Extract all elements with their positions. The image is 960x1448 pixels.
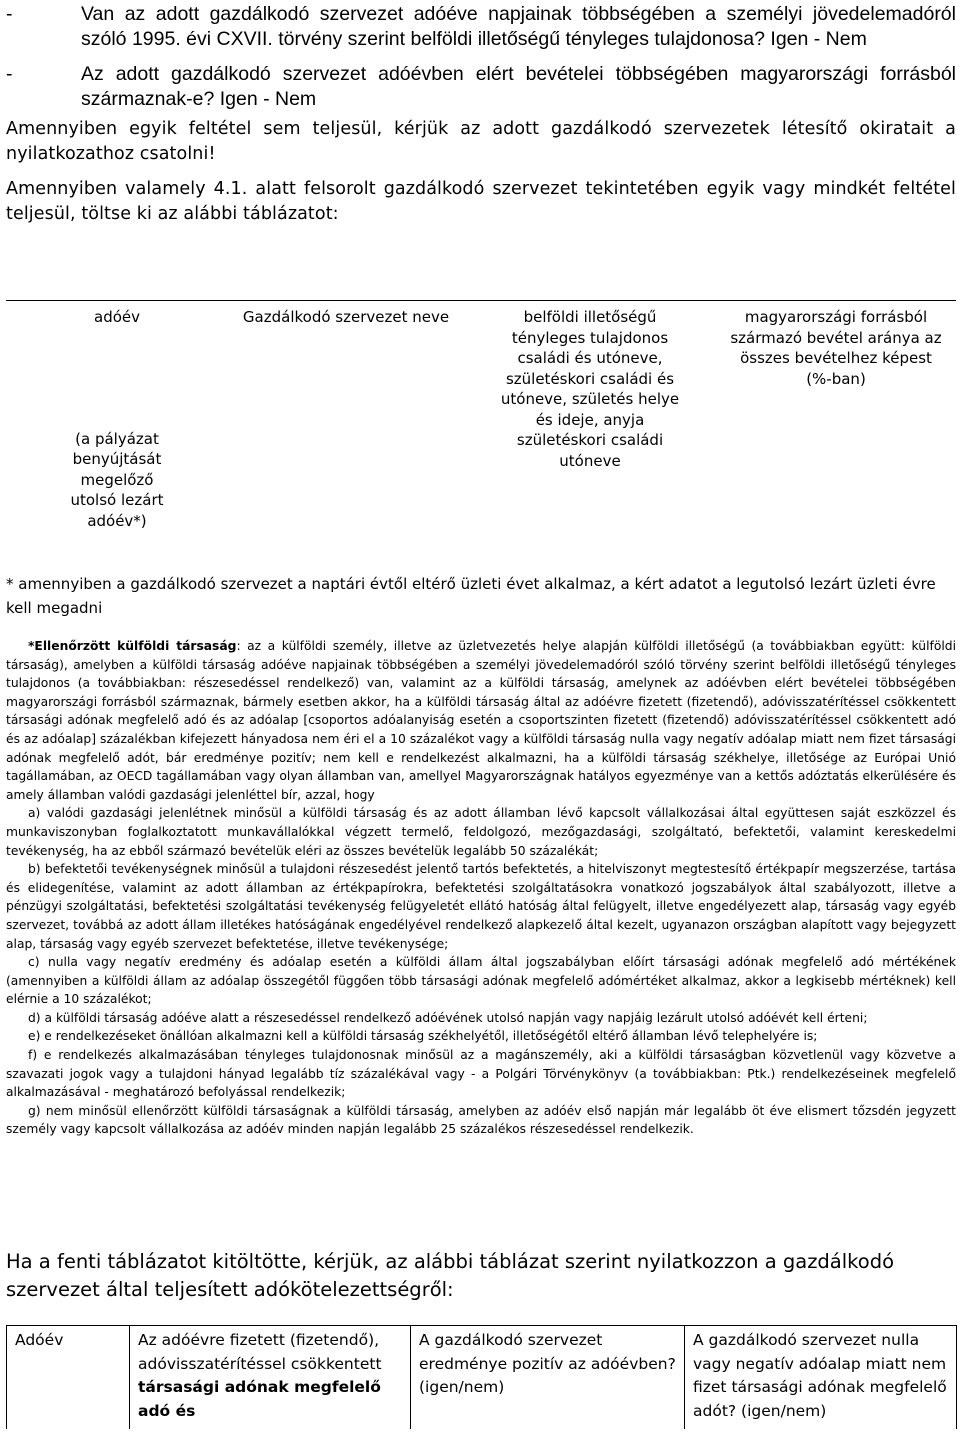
definition-item-e: e) e rendelkezéseket önállóan alkalmazni kell a külföldi társaság székhelyétől, illetőségétől eltérő államban lévő telephelyére is; [28, 1029, 818, 1044]
bullet-text: Van az adott gazdálkodó szervezet adóéve napjainak többségében a személyi jövedelemadóról szóló 1995. évi CXVII. törvény szerint belföldi illetőségű tényleges tulajdonosa? Igen - Nem [81, 3, 956, 50]
definition-item-f: f) e rendelkezés alkalmazásában tényleges tulajdonosnak minősül az a magánszemély, aki a külföldi társaságban közvetlenül vagy közvetve a szavazati jogok vagy a tulajdoni hányad legalább tíz százalékával vagy - a Polgári Törvénykönyv (a továbbiakban: Ptk.) rendelkezéseinek megfelelő alkalmazásával - meghatározó befolyással rendelkezik; [6, 1048, 956, 1100]
question-bullet-2 [6, 62, 956, 112]
definition-item-c: c) nulla vagy negatív eredmény és adóalap esetén a külföldi állam által jogszabályban előírt társasági adónak megfelelő adó mértékének (amennyiben a külföldi állam az adóalap összegétől függően több társasági adónak megfelelő adómértéket alkalmaz, akkor a legkisebb mértéknek) kell elérnie a 10 százalékot; [6, 955, 956, 1007]
col-revenue-share: magyarországi forrásból származó bevétel aránya az összes bevételhez képest (%-ban) [730, 308, 942, 388]
section-title: Ha a fenti táblázatot kitöltötte, kérjük, az alábbi táblázat szerint nyilatkozzon a gazdálkodó szervezet által teljesített adókötelezettségről: [6, 1250, 895, 1301]
document-page [6, 0, 957, 1420]
definition-term: *Ellenőrzött külföldi társaság [28, 639, 237, 653]
tax-year-label: adóév [94, 308, 140, 326]
table-header-row [7, 1326, 957, 1430]
definition-item-b: b) befektetői tevékenységnek minősül a tulajdoni részesedést jelentő tartós befektetés, a hitelviszonyt megtestesítő értékpapír megszerzése, tartása és elidegenítése, valamint az adott államban az értékpapírokra, befektetési szolgáltatásokra vonatkozó jogszabályok által szabályozott, illetve a pénzügyi szolgáltatási, befektetési szolgáltatási tevékenység felügyeletét ellátó hatóság által felügyelt, illetve engedélyezett alap, társaság vagy egyéb szervezet, továbbá az adott állam illetékes hatóságának engedélyével rendelkező alapkezelő által kezelt, ugyanazon országban alapított vagy bejegyzett alap, társaság vagy egyéb szervezet befektetése, illetve tevékenysége; [6, 862, 956, 951]
bullet-text: Az adott gazdálkodó szervezet adóévben elért bevételei többségében magyarországi forrásból származnak-e? Igen - Nem [81, 63, 956, 110]
definition-block [6, 637, 956, 1139]
question-bullet-1 [6, 2, 956, 52]
ownership-table [6, 300, 956, 531]
instruction-paragraph-2: Amennyiben valamely 4.1. alatt felsorolt gazdálkodó szervezet tekintetében egyik vagy mindkét feltétel teljesül, töltse ki az alábbi táblázatot: [6, 179, 956, 224]
definition-item-g: g) nem minősül ellenőrzött külföldi társaságnak a külföldi társaság, amelyben az adóév első napján már legalább öt éve elismert tőzsdén jegyzett személy vagy kapcsolt vállalkozása az adóév minden napján legalább 25 százalékos részesedéssel rendelkezik. [6, 1103, 956, 1137]
bullet-dash: - [6, 3, 13, 25]
col-zero-base: A gazdálkodó szervezet nulla vagy negatív adóalap miatt nem fizet társasági adónak megfelelő adót? (igen/nem) [685, 1326, 957, 1430]
col-owner: belföldi illetőségű tényleges tulajdonos családi és utóneve, születéskori családi és utóneve, születés helye és ideje, anyja születéskori családi utóneve [500, 308, 680, 470]
tax-liability-table [6, 1325, 957, 1429]
col-year: Adóév [7, 1326, 130, 1430]
col-org-name: Gazdálkodó szervezet neve [242, 308, 450, 326]
tax-year-note: (a pályázat benyújtását megelőző utolsó lezárt adóév*) [70, 429, 164, 530]
instruction-paragraph-1: Amennyiben egyik feltétel sem teljesül, kérjük az adott gazdálkodó szervezetek létesítő okiratait a nyilatkozathoz csatolni! [6, 119, 956, 164]
definition-item-a: a) valódi gazdasági jelenlétnek minősül a külföldi társaság és az adott államban lévő kapcsolt vállalkozásai által együttesen saját eszközzel és munkaviszonyban foglalkoztatott munkavállalókkal végzett termelő, feldolgozó, mezőgazdasági, szolgáltató, befektetői, valamint kereskedelmi tevékenység, ha az ebből származó bevételük eléri az összes bevételük legalább 50 százalékát; [6, 806, 956, 858]
definition-item-d: d) a külföldi társaság adóéve alatt a részesedéssel rendelkező adóévének utolsó napján vagy napjáig lezárult utolsó adóévét kell érteni; [28, 1010, 868, 1025]
col-result-positive: A gazdálkodó szervezet eredménye pozitív az adóévben? (igen/nem) [411, 1326, 685, 1430]
table-header-row [6, 301, 956, 532]
col-tax-paid: Az adóévre fizetett (fizetendő), adóvisszatérítéssel csökkentett társasági adónak megfelelő adó és [130, 1326, 411, 1430]
col-tax-year [6, 301, 228, 532]
bullet-dash: - [6, 63, 13, 85]
definition-intro: *Ellenőrzött külföldi társaság: az a külföldi személy, illetve az üzletvezetés helye alapján külföldi illetőségű (a továbbiakban együtt: külföldi társaság), amelyben a külföldi társaság adóéve napjainak többségében a személyi jövedelemadóról szóló törvény szerint belföldi illetőségű tényleges tulajdonos (a továbbiakban: részesedéssel rendelkező) van, valamint az a külföldi társaság, amelynek az adóévben elért bevételei többségében magyarországi forrásból származnak, bármely esetben akkor, ha a külföldi társaság által az adóévre fizetett (fizetendő), adóvisszatérítéssel csökkentett társasági adónak megfelelő adó és az adóalap [csoportos adóalanyiság esetén a csoportszinten fizetett (fizetendő) adóvisszatérítéssel csökkentett adó és az adóalap] százalékban kifejezett hányadosa nem éri el a 10 százalékot vagy a külföldi társaság nulla vagy negatív adóalap miatt nem fizet társasági adónak megfelelő adót, bár eredménye pozitív; nem kell e rendelkezést alkalmazni, ha a külföldi társaság székhelye, illetősége az Európai Unió tagállamában, az OECD tagállamában vagy olyan államban van, amellyel Magyarországnak hatályos egyezménye van a kettős adóztatás elkerülésére és amely államban valódi gazdasági jelenléttel bír, azzal, hogy [6, 639, 957, 802]
footnote: * amennyiben a gazdálkodó szervezet a naptári évtől eltérő üzleti évet alkalmaz, a kért adatot a legutolsó lezárt üzleti évre kell megadni [6, 575, 936, 617]
